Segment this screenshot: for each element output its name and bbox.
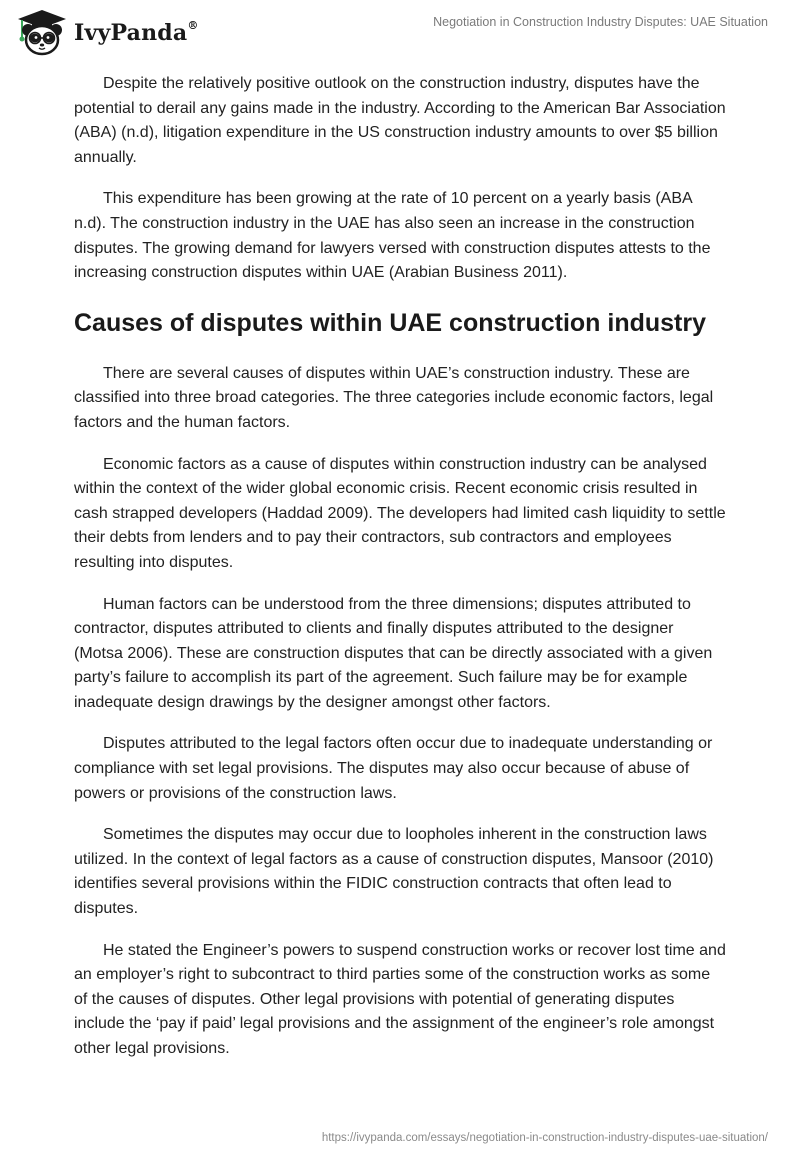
paragraph: Despite the relatively positive outlook on the construction industry, disputes have the potential to derail any gains made in the industry. According to the American Bar Association (ABA) (n.d), litigation expenditure in the US construction industry amounts to over $5 billion annually. bbox=[74, 75, 726, 166]
section-heading: Causes of disputes within UAE construction industry bbox=[74, 308, 707, 337]
paragraph: This expenditure has been growing at the rate of 10 percent on a yearly basis (ABA n.d). The construction industry in the UAE has also seen an increase in the construction disputes. The growing demand for lawyers versed with construction disputes attests to the increasing construction disputes within UAE (Arabian Business 2011). bbox=[74, 190, 711, 282]
brand-logo[interactable] bbox=[14, 8, 199, 56]
registered-mark: ® bbox=[187, 18, 199, 32]
paragraph: Human factors can be understood from the three dimensions; disputes attributed to contractor, disputes attributed to clients and finally disputes attributed to the designer (Motsa 2006). These are construction disputes that can be directly associated with a given party’s failure to accomplish its part of the agreement. Such failure may be for example inadequate design drawings by the designer amongst other factors. bbox=[74, 595, 713, 711]
page-header bbox=[0, 0, 800, 64]
paragraph: Disputes attributed to the legal factors often occur due to inadequate understanding or compliance with set legal provisions. The disputes may also occur because of abuse of powers or provisions of the construction laws. bbox=[74, 735, 713, 802]
brand-name: IvyPanda® bbox=[74, 18, 199, 46]
paragraph: There are several causes of disputes within UAE’s construction industry. These are classified into three broad categories. The three categories include economic factors, legal factors and the human factors. bbox=[74, 364, 714, 431]
paragraph: He stated the Engineer’s powers to suspend construction works or recover lost time and an employer’s right to subcontract to third parties some of the construction works as some of the causes of disputes. Other legal provisions with potential of generating disputes include the ‘pay if paid’ legal provisions and the assignment of the engineer’s role amongst other legal provisions. bbox=[74, 941, 726, 1057]
document-title: Negotiation in Construction Industry Disputes: UAE Situation bbox=[433, 15, 768, 29]
source-url[interactable]: https://ivypanda.com/essays/negotiation-in-construction-industry-disputes-uae-situation/ bbox=[321, 1132, 768, 1144]
paragraph: Sometimes the disputes may occur due to loopholes inherent in the construction laws utilized. In the context of legal factors as a cause of construction disputes, Mansoor (2010) identifies several provisions within the FIDIC construction contracts that often lead to disputes. bbox=[74, 826, 714, 918]
panda-graduate-icon bbox=[14, 8, 70, 56]
essay-body bbox=[74, 72, 726, 1079]
paragraph: Economic factors as a cause of disputes within construction industry can be analysed within the context of the wider global economic crisis. Recent economic crisis resulted in cash strapped developers (Haddad 2009). The developers had limited cash liquidity to settle their debts from lenders and to pay their contractors, sub contractors and employees resulting into disputes. bbox=[74, 455, 726, 571]
